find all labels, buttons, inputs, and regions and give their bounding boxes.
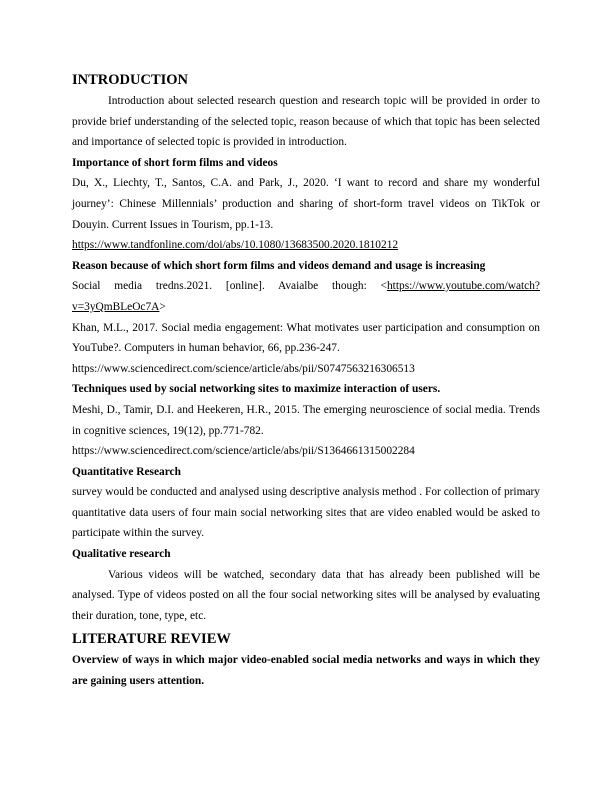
importance-heading: Importance of short form films and videos: [72, 156, 278, 169]
reason-reference-1: [72, 276, 540, 317]
importance-url-link[interactable]: https://www.tandfonline.com/doi/abs/10.1080/13683500.2020.1810212: [72, 239, 399, 252]
qualitative-paragraph: Various videos will be watched, secondary data that has already been published will be analysed. Type of videos posted on all the four social networking sites will be analysed by evaluating their duration, tone, type, etc.: [72, 568, 540, 622]
quantitative-heading: Quantitative Research: [72, 465, 181, 478]
introduction-heading: INTRODUCTION: [72, 72, 189, 88]
document-page: [72, 70, 540, 692]
reason-ref1-prefix: Social media tredns.2021. [online]. Avaialbe though: <: [72, 280, 387, 293]
reason-heading: Reason because of which short form films and videos demand and usage is increasing: [72, 259, 486, 272]
youtube-url-link[interactable]: https://www.youtube.com/watch?v=3yQmBLeOc7A: [72, 280, 540, 313]
literature-review-subheading: Overview of ways in which major video-enabled social media networks and ways in which they are gaining users attention.: [72, 654, 540, 688]
importance-reference: Du, X., Liechty, T., Santos, C.A. and Park, J., 2020. ‘I want to record and share my wonderful journey’: Chinese Millennials’ production and sharing of short-form travel videos on TikTok or Douyin. Current Issues in Tourism, pp.1-13.: [72, 177, 540, 231]
quantitative-paragraph: survey would be conducted and analysed using descriptive analysis method . For collection of primary quantitative data users of four main social networking sites that are video enabled would be asked to participate within the survey.: [72, 486, 540, 540]
reason-ref2-url: https://www.sciencedirect.com/science/article/abs/pii/S0747563216306513: [72, 362, 415, 375]
literature-review-heading: LITERATURE REVIEW: [72, 631, 231, 648]
reason-ref1-suffix: >: [159, 300, 166, 313]
reason-reference-2: Khan, M.L., 2017. Social media engagement: What motivates user participation and consumption on YouTube?. Computers in human behavior, 66, pp.236-247.: [72, 321, 540, 355]
techniques-url: https://www.sciencedirect.com/science/article/abs/pii/S1364661315002284: [72, 445, 415, 458]
introduction-paragraph: Introduction about selected research question and research topic will be provided in order to provide brief understanding of the selected topic, reason because of which that topic has been selected and importance of selected topic is provided in introduction.: [72, 95, 540, 149]
qualitative-heading: Qualitative research: [72, 548, 171, 561]
techniques-reference: Meshi, D., Tamir, D.I. and Heekeren, H.R., 2015. The emerging neuroscience of social media. Trends in cognitive sciences, 19(12), pp.771-782.: [72, 403, 540, 437]
techniques-heading: Techniques used by social networking sites to maximize interaction of users.: [72, 383, 441, 396]
